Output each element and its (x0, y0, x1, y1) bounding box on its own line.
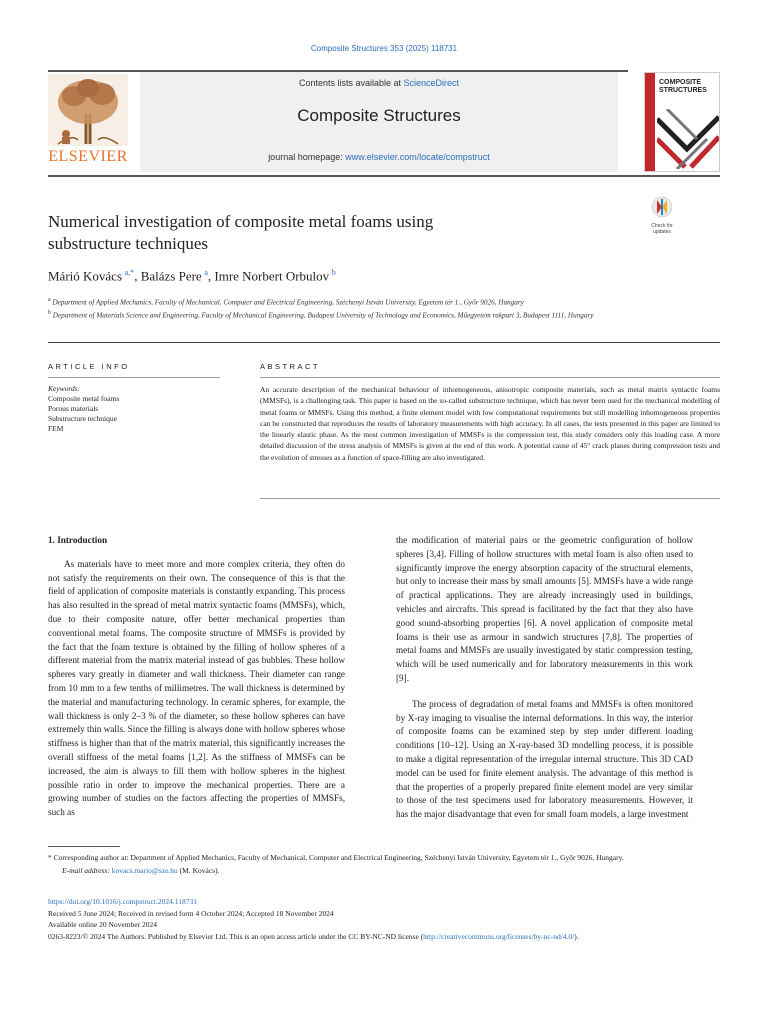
license-prefix: 0263-8223/© 2024 The Authors. Published by Elsevier Ltd. This is an open access article under the CC BY-NC-ND license ( (48, 931, 424, 941)
journal-reference[interactable] (0, 44, 768, 53)
body-column-left (48, 534, 345, 820)
journal-reference-link[interactable]: Composite Structures 353 (2025) 118731 (310, 44, 458, 53)
abstract-heading: ABSTRACT (260, 362, 321, 371)
journal-masthead (140, 72, 618, 172)
cover-red-band (645, 73, 655, 172)
journal-name: Composite Structures (297, 106, 461, 125)
check-for-updates-badge[interactable] (647, 196, 677, 235)
title-line-1: Numerical investigation of composite metal foams using (48, 212, 434, 231)
crossmark-icon (651, 196, 673, 218)
keyword-item[interactable]: Substructure technique (48, 414, 117, 423)
title-line-2: substructure techniques (48, 234, 209, 253)
masthead-bottom-rule (48, 175, 720, 177)
elsevier-wordmark[interactable]: ELSEVIER (48, 148, 128, 165)
abstract-bottom-rule (260, 498, 720, 499)
doi-link[interactable]: https://doi.org/10.1016/j.compstruct.2024.118731 (48, 897, 197, 906)
journal-homepage-link[interactable]: www.elsevier.com/locate/compstruct (345, 152, 490, 162)
keywords-block (48, 384, 228, 434)
author-separator: , (207, 268, 215, 284)
corresponding-author-note: * Corresponding author at: Department of Applied Mechanics, Faculty of Mechanical, Computer and Electrical Engineering, Széchenyi István University, Egyetem tér 1., Győr 9026, Hungary. (48, 853, 624, 862)
footnote-rule (48, 846, 120, 847)
available-online-date: Available online 20 November 2024 (48, 920, 157, 929)
affiliation-text: Department of Materials Science and Engineering, Faculty of Mechanical Engineering, Budapest University of Technology and Economics, Műegyetem rakpart 3, Budapest 1111, Hungary (52, 311, 594, 320)
author-affiliation-mark[interactable]: a (204, 268, 208, 277)
contents-availability-line (140, 78, 618, 88)
received-dates: Received 5 June 2024; Received in revised form 4 October 2024; Accepted 18 November 2024 (48, 908, 334, 918)
affiliation-item (48, 308, 668, 321)
abstract-text: An accurate description of the mechanical behaviour of inhomogeneous, anisotropic composite materials, such as metal matrix syntactic foams (MMSFs), is a challenging task. This paper is based on the so-called substructure technique, which has never been used for the mechanical modelling of metal foams or MMSFs. Using this method, a finite element model with low computational requirements but still modelling inhomogeneous properties can be constructed that reproduces the results of laboratory measurements with high accuracy. In all cases, the tests presented in this paper are limited to the linearly elastic phase. As the most common investigation of MMSFs is the compression test, this study considers only this loading case. A more detailed discussion of the stress analysis of MMSFs is given at the end of this work. A potential cause of 45° crack planes during compression tests and the evolution of stresses as a function of space-filling are also investigated. (260, 385, 720, 462)
keyword-item[interactable]: Porous materials (48, 404, 99, 413)
body-paragraph: As materials have to meet more and more complex criteria, they often do not satisfy the requirements on their own. The consequence of this is that the field of application of composite materials is constantly expanding. This process has also resulted in the spread of metal matrix syntactic foams (MMSFs), which, due to their composite nature, offer better mechanical properties than conventional metal foams. The composite structure of MMSFs is provided by the fact that the foam texture is obtained by the filling of hollow spheres of a different material from the matrix material instead of gas bubbles. These hollow spheres vary greatly in diameter and wall thickness. Their diameter can range from 10 mm to a few tenths of millimetres. The wall thickness is determined by the material and manufacturing technology. In ceramic spheres, for example, the wall thickness is only 2–3 % of the diameter, so these hollow spheres can have extremely thin walls. Since the filling is always done with hollow spheres whose stiffness is higher than that of the matrix material, this significantly increases the overall stiffness of the metal foams [1,2]. As the stiffness of MMSFs can be increased, the aim is always to fill them with hollow spheres in the highest possible ratio in order to improve the mechanical properties. There are a growing number of studies on the factors affecting the properties of MMSFs, such as (48, 558, 345, 818)
journal-homepage-line (140, 152, 618, 162)
author-email-link[interactable]: kovacs.mario@sze.hu (111, 866, 178, 875)
affiliation-item (48, 295, 668, 308)
license-suffix: ). (574, 931, 579, 941)
article-info-rule (48, 342, 720, 343)
body-paragraph: the modification of material pairs or the geometric configuration of hollow spheres [3,4]. Filling of hollow structures with metal foam is also often used to significantly improve the energy absorption capacity of the structural elements, but only to increase their mass by small amounts [5]. MMSFs have a wide range of practical applications. They are already increasingly used in buildings, vehicles and aircrafts. This spread is facilitated by the fact that they also have good sound-absorbing properties [6]. A novel application of composite metal foams is their use as armour in sandwich structures [7,8]. The properties of metal foams and MMSFs are usually investigated by static compression testing, which will be used numerically and for laboratory measurements in this work [9]. (396, 535, 693, 683)
keyword-item[interactable]: FEM (48, 424, 64, 433)
affiliation-text: Department of Applied Mechanics, Faculty of Mechanical, Computer and Electrical Engineering, Széchenyi István University, Egyetem tér 1., Győr 9026, Hungary (52, 298, 524, 307)
journal-cover-thumbnail[interactable] (644, 72, 720, 172)
email-suffix: (M. Kovács). (177, 866, 220, 875)
cover-title: COMPOSITE STRUCTURES (659, 79, 707, 94)
article-title (48, 211, 608, 255)
affiliation-mark: a (48, 297, 51, 303)
affiliations (48, 295, 668, 321)
abstract-subrule (260, 377, 720, 378)
keywords-label: Keywords: (48, 384, 81, 393)
email-line (48, 864, 720, 877)
publication-info (48, 896, 720, 942)
keyword-item[interactable]: Composite metal foams (48, 394, 120, 403)
body-paragraph: The process of degradation of metal foams and MMSFs is often monitored by X-ray imaging to visualise the internal deformations. In this way, the interior of composite foams can be examined step by step under different loading conditions [10–12]. Using an X-ray-based 3D modelling process, it is possible to make a digital representation of the irregular internal structure. This 3D CAD model can be used for finite element analysis. The advantage of this method is that the properties of a properly prepared finite element model are very similar to those of the test specimens used for laboratory measurements. However, it has the major disadvantage that even for small foam models, a large investment (396, 698, 693, 820)
author-name[interactable]: Balázs Pere (140, 268, 202, 284)
license-link[interactable]: http://creativecommons.org/licenses/by-nc-nd/4.0/ (423, 931, 575, 941)
sciencedirect-link[interactable]: ScienceDirect (403, 78, 460, 88)
author-name[interactable]: Márió Kovács (48, 268, 123, 284)
homepage-prefix: journal homepage: (268, 152, 346, 162)
article-info-heading: ARTICLE INFO (48, 362, 130, 371)
author-list (48, 268, 648, 284)
contents-prefix: Contents lists available at (298, 78, 404, 88)
license-statement (48, 931, 720, 943)
cover-art-icon (657, 109, 719, 169)
body-column-right (396, 534, 693, 822)
corresponding-author-footnote (48, 851, 720, 877)
article-info-subrule (48, 377, 220, 378)
check-for-updates-label: Check for updates (651, 223, 673, 235)
author-affiliation-mark[interactable]: a,* (124, 268, 135, 277)
author-separator: , (134, 268, 141, 284)
author-name[interactable]: Imre Norbert Orbulov (214, 268, 330, 284)
affiliation-mark: b (48, 309, 51, 316)
email-label: E-mail address: (62, 866, 112, 875)
section-heading-introduction: 1. Introduction (48, 535, 108, 545)
author-affiliation-mark[interactable]: b (331, 268, 336, 277)
